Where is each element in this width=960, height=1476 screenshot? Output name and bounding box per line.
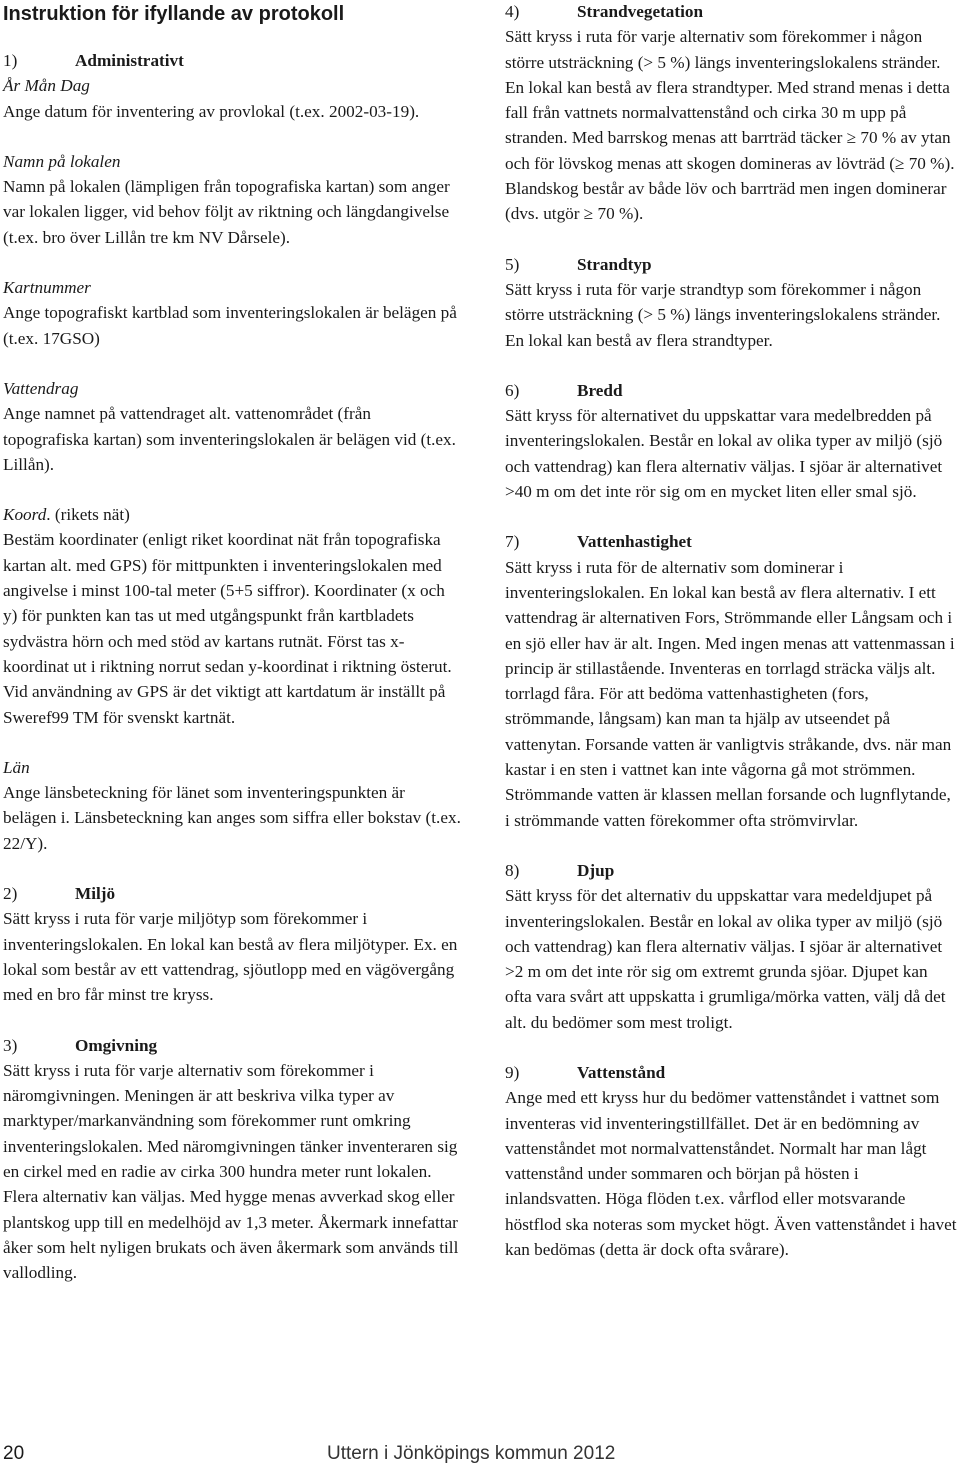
section-heading bbox=[505, 858, 957, 883]
paragraph-water: Ange namnet på vattendraget alt. vattenområdet (från topografiska kartan) som inventeringslokalen är belägen vid (t.ex. Lillån). bbox=[3, 404, 456, 474]
section-number: 2) bbox=[3, 884, 18, 904]
subheading-lan: Län bbox=[3, 757, 30, 777]
section-paragraph: Sätt kryss för alternativet du uppskattar vara medelbredden på inventeringslokalen. Består en lokal av olika typer av miljö (sjö och vattendrag) kan flera alternativ väljas. I sjöar är alternativet >40 m om det inte rör sig om en mycket liten eller smal sjö. bbox=[505, 406, 943, 502]
section-heading bbox=[3, 881, 461, 906]
section-label: Djup bbox=[577, 860, 615, 880]
section-label: Strandtyp bbox=[577, 254, 652, 274]
subheading-name: Namn på lokalen bbox=[3, 151, 121, 171]
section-strandtyp bbox=[505, 252, 957, 353]
paragraph-lan: Ange länsbeteckning för länet som inventeringspunkten är belägen i. Länsbeteckning kan anges som siffra eller bokstav (t.ex. 22/Y). bbox=[3, 783, 461, 853]
section-label: Administrativt bbox=[75, 51, 184, 70]
section-number: 9) bbox=[505, 1062, 520, 1082]
section-strandvegetation bbox=[505, 0, 957, 227]
section-paragraph: Sätt kryss i ruta för varje alternativ som förekommer i näromgivningen. Meningen är att beskriva vilka typer av marktyper/markanvändning som förekommer runt omkring inventeringslokalen. Med näromgivningen tänker inventeraren sig en cirkel med en radie av cirka 300 hundra meter runt lokalen. Flera alternativ kan väljas. Med hygge menas avverkad skog eller plantskog upp till en medelhöjd av 1,3 meter. Åkermark innefattar åker som helt nyligen brukats och även åkermark som används till vallodling. bbox=[3, 1060, 459, 1283]
section-paragraph: Sätt kryss för det alternativ du uppskattar vara medeldjupet på inventeringslokalen. Består en lokal av olika typer av miljö (sjö och vattendrag) kan flera alternativ väljas. I sjöar är alternativet >2 m om det inte rör sig om extremt grunda sjöar. Djupet kan ofta vara svårt att uppskatta i grumliga/mörka vatten, välj då det alt. du bedömer som mest troligt. bbox=[505, 886, 946, 1032]
section-paragraph: Sätt kryss i ruta för varje alternativ som förekommer i någon större utsträckning (> 5 %) längs inventeringslokalens stränder. En lokal kan bestå av flera strandtyper. Med strand menas i detta fall från vattnets normalvattenstånd och cirka 30 m upp på stranden. Med barrskog menas att barrträd täcker ≥ 70 % av ytan och för lövskog menas att skogen domineras av lövträd (≥ 70 %). Blandskog består av både löv och barrträd men ingen dominerar (dvs. utgör ≥ 70 %). bbox=[505, 27, 955, 224]
subheading-coord bbox=[3, 502, 461, 527]
right-column bbox=[505, 0, 957, 1262]
section-heading bbox=[505, 252, 957, 277]
section-paragraph: Sätt kryss i ruta för de alternativ som dominerar i inventeringslokalen. En lokal kan bestå av flera alternativ. I ett vattendrag är alternativen Fors, Strömmande eller Långsam och i en sjö eller hav är alt. Ingen. Med ingen menas att vattenmassan i princip är stillastående. Inventeras en torrlagd sträcka väljs alt. torrlagd fåra. För att bedöma vattenhastigheten (fors, strömmande, långsam) kan man ta hjälp av utseendet på vattenytan. Forsande vatten är vanligtvis stråkande, dvs. när man kastar i en sten i vattnet kan inte vågorna gå mot strömmen. Strömmande vatten är klassen mellan forsande och lugnflytande, i strömmande vatten förekommer ofta strömvirvlar. bbox=[505, 557, 955, 830]
paragraph-name: Namn på lokalen (lämpligen från topografiska kartan) som anger var lokalen ligger, vid behov följt av riktning och längdangivelse (t.ex. bro över Lillån tre km NV Dårsele). bbox=[3, 177, 450, 247]
paragraph-date: Ange datum för inventering av provlokal (t.ex. 2002-03-19). bbox=[3, 101, 420, 121]
section-number: 3) bbox=[3, 1035, 18, 1055]
section-bredd bbox=[505, 378, 957, 504]
page-number: 20 bbox=[3, 1443, 25, 1464]
section-heading bbox=[3, 48, 461, 73]
paragraph-coord: Bestäm koordinater (enligt riket koordinat nät från topografiska kartan alt. med GPS) för mittpunkten i inventeringslokalen med angivelse i minst 100-tal meter (5+5 siffror). Koordinater (x och y) för punkten kan tas ut med utgångspunkt från kartbladets sydvästra hörn och med stöd av kartans rutnät. Först tas x-koordinat ut i riktning norrut sedan y-koordinat i riktning österut. Vid användning av GPS är det viktigt att kartdatum är inställt på Sweref99 TM för svenskt kartnät. bbox=[3, 530, 452, 727]
subheading-coord-b: . (rikets nät) bbox=[46, 505, 130, 525]
paragraph-map: Ange topografiskt kartblad som inventeringslokalen är belägen på (t.ex. 17GSO) bbox=[3, 303, 457, 348]
section-label: Omgivning bbox=[75, 1035, 158, 1055]
section-label: Miljö bbox=[75, 884, 116, 904]
footer-publication: Uttern i Jönköpings kommun 2012 bbox=[327, 1443, 616, 1464]
section-number: 5) bbox=[505, 254, 520, 274]
section-label: Vattenhastighet bbox=[577, 532, 692, 552]
section-number: 4) bbox=[505, 2, 520, 21]
subheading-coord-a: Koord bbox=[3, 505, 47, 525]
section-heading bbox=[3, 1033, 461, 1058]
section-label: Vattenstånd bbox=[577, 1062, 666, 1082]
subheading-map: Kartnummer bbox=[3, 278, 91, 298]
subheading-date: År Mån Dag bbox=[3, 76, 90, 96]
section-number: 6) bbox=[505, 380, 520, 400]
section-label: Strandvegetation bbox=[577, 2, 704, 21]
section-heading bbox=[505, 529, 957, 554]
section-vattenhastighet bbox=[505, 529, 957, 833]
section-heading bbox=[505, 0, 957, 24]
section-administrativt bbox=[3, 48, 461, 856]
section-number: 7) bbox=[505, 532, 520, 552]
section-paragraph: Sätt kryss i ruta för varje strandtyp som förekommer i någon större utsträckning (> 5 %) längs inventeringslokalens stränder. En lokal kan bestå av flera strandtyper. bbox=[505, 279, 941, 350]
section-miljo bbox=[3, 881, 461, 1007]
section-number: 8) bbox=[505, 860, 520, 880]
subheading-water: Vattendrag bbox=[3, 378, 79, 398]
section-paragraph: Sätt kryss i ruta för varje miljötyp som förekommer i inventeringslokalen. En lokal kan bestå av flera miljötyper. Ex. en lokal som består av ett vattendrag, sjöutlopp med en vägövergång med en bro får minst tre kryss. bbox=[3, 909, 458, 1005]
page-title: Instruktion för ifyllande av protokoll bbox=[3, 3, 345, 25]
section-paragraph: Ange med ett kryss hur du bedömer vattenståndet i vattnet som inventeras vid inventeringstillfället. Det är en bedömning av vattenståndet mot normalvattenståndet. Normalt har man lågt vattenstånd under sommaren och början på hösten i inlandsvatten. Höga flöden t.ex. vårflod eller motsvarande höstflod ska noteras som mycket högt. Även vattenståndet i havet kan bedömas (detta är dock ofta svårare). bbox=[505, 1088, 957, 1260]
section-omgivning bbox=[3, 1033, 461, 1286]
section-vattenstand bbox=[505, 1060, 957, 1262]
section-heading bbox=[505, 378, 957, 403]
section-heading bbox=[505, 1060, 957, 1085]
left-column bbox=[3, 48, 461, 1285]
section-label: Bredd bbox=[577, 380, 623, 400]
section-djup bbox=[505, 858, 957, 1035]
section-number: 1) bbox=[3, 51, 18, 70]
